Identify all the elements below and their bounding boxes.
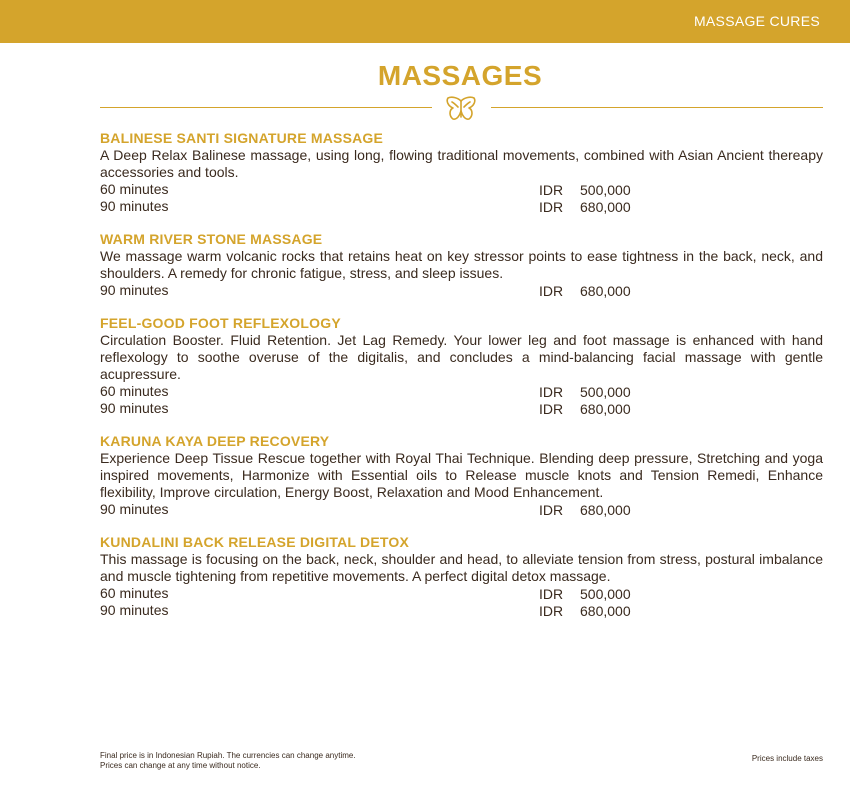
price-duration: 60 minutes [100, 383, 169, 399]
price-row [100, 585, 823, 602]
divider-line-left [100, 107, 432, 108]
price-currency: IDR [539, 586, 564, 602]
price-amount: 680,000 [580, 502, 631, 518]
massage-title: WARM RIVER STONE MASSAGE [100, 231, 323, 247]
price-duration: 60 minutes [100, 181, 169, 197]
massage-description: Experience Deep Tissue Rescue together with Royal Thai Technique. Blending deep pressure, Stretching and yoga inspired movements, Harmonize with Essential oils to Release muscle knots and Tension Remedi, Enhance flexibility, Improve circulation, Energy Boost, Relaxation and Mood Enhancement. [100, 450, 823, 500]
tax-note: Prices include taxes [751, 754, 823, 763]
price-currency: IDR [539, 384, 564, 400]
price-currency: IDR [539, 401, 564, 417]
massage-list [100, 130, 823, 635]
price-row [100, 602, 823, 619]
price-currency: IDR [539, 199, 564, 215]
price-currency: IDR [539, 182, 564, 198]
massage-title: FEEL-GOOD FOOT REFLEXOLOGY [100, 315, 341, 331]
massage-title: KUNDALINI BACK RELEASE DIGITAL DETOX [100, 534, 409, 550]
price-amount: 500,000 [580, 182, 631, 198]
massage-item [100, 433, 823, 518]
price-amount: 680,000 [580, 603, 631, 619]
massage-title: KARUNA KAYA DEEP RECOVERY [100, 433, 330, 449]
price-row [100, 501, 823, 518]
price-currency: IDR [539, 283, 564, 299]
page-title: MASSAGES [377, 60, 543, 91]
price-currency: IDR [539, 603, 564, 619]
price-row [100, 181, 823, 198]
price-duration: 90 minutes [100, 282, 169, 298]
massage-title: BALINESE SANTI SIGNATURE MASSAGE [100, 130, 384, 146]
massage-description: This massage is focusing on the back, neck, shoulder and head, to alleviate tension from stress, postural imbalance and muscle tightening from repetitive movements. A perfect digital detox massage. [100, 551, 823, 584]
section-label: MASSAGE CURES [693, 13, 820, 29]
price-duration: 90 minutes [100, 501, 169, 517]
price-row [100, 400, 823, 417]
price-amount: 500,000 [580, 384, 631, 400]
price-duration: 90 minutes [100, 198, 169, 214]
footer-note [100, 751, 356, 771]
price-duration: 90 minutes [100, 602, 169, 618]
price-amount: 680,000 [580, 283, 631, 299]
price-currency: IDR [539, 502, 564, 518]
footer-note-line: Final price is in Indonesian Rupiah. The currencies can change anytime. [100, 751, 356, 760]
price-row [100, 198, 823, 215]
massage-item [100, 231, 823, 299]
massage-description: We massage warm volcanic rocks that retains heat on key stressor points to ease tightness in the back, neck, and shoulders. A remedy for chronic fatigue, stress, and sleep issues. [100, 248, 823, 281]
price-amount: 500,000 [580, 586, 631, 602]
price-amount: 680,000 [580, 401, 631, 417]
divider-line-right [491, 107, 823, 108]
header-bar [0, 0, 850, 43]
price-row [100, 282, 823, 299]
price-duration: 60 minutes [100, 585, 169, 601]
massage-item [100, 130, 823, 215]
price-duration: 90 minutes [100, 400, 169, 416]
butterfly-ornament-icon [443, 95, 479, 123]
massage-description: Circulation Booster. Fluid Retention. Jet Lag Remedy. Your lower leg and foot massage is enhanced with hand reflexology to soothe overuse of the digitalis, and concludes a mind-balancing facial massage with gentle acupressure. [100, 332, 823, 382]
massage-item [100, 534, 823, 619]
price-row [100, 383, 823, 400]
footer-note-line: Prices can change at any time without notice. [100, 761, 261, 770]
massage-description: A Deep Relax Balinese massage, using long, flowing traditional movements, combined with Asian Ancient thereapy accessories and tools. [100, 147, 823, 180]
massage-item [100, 315, 823, 417]
price-amount: 680,000 [580, 199, 631, 215]
